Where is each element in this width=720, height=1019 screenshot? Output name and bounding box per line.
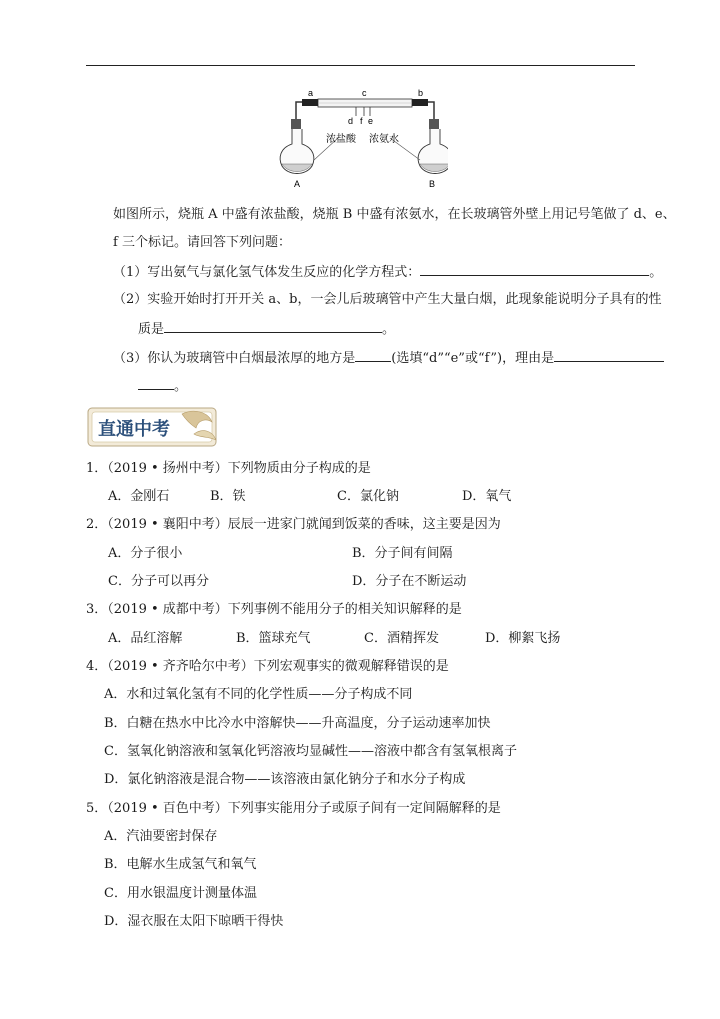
question-stem-3: 3．（2019 • 成都中考）下列事例不能用分子的相关知识解释的是: [86, 602, 462, 617]
question-stem-1: 1．（2019 • 扬州中考）下列物质由分子构成的是: [86, 461, 371, 476]
option-4d[interactable]: D．氯化钠溶液是混合物——该溶液由氯化钠分子和水分子构成: [104, 772, 466, 787]
option-5a[interactable]: A．汽油要密封保存: [104, 829, 218, 844]
question-3-line-2: [138, 376, 187, 396]
option-3c[interactable]: C．酒精挥发: [364, 631, 439, 646]
section-badge: [86, 404, 226, 450]
option-2a[interactable]: A．分子很小: [108, 546, 183, 561]
answer-blank[interactable]: [164, 319, 382, 333]
option-3d[interactable]: D．柳絮飞扬: [485, 631, 561, 646]
question-3-part1: （3）你认为玻璃管中白烟最浓厚的地方是: [113, 351, 356, 366]
question-2-text: 质是: [138, 322, 165, 337]
question-3-line-1: [113, 348, 664, 368]
option-5d[interactable]: D．湿衣服在太阳下晾晒干得快: [104, 914, 284, 929]
answer-blank[interactable]: [554, 348, 664, 362]
label-d: d: [348, 116, 354, 126]
question-1-text: （1）写出氨气与氯化氢气体发生反应的化学方程式：: [113, 265, 421, 280]
flask-a-label: A: [294, 179, 301, 189]
badge-frame: [86, 404, 226, 450]
intro-line-1: 如图所示，烧瓶 A 中盛有浓盐酸，烧瓶 B 中盛有浓氨水，在长玻璃管外壁上用记号笔做了 d、e、: [113, 207, 676, 222]
question-stem-4: 4．（2019 • 齐齐哈尔中考）下列宏观事实的微观解释错误的是: [86, 659, 449, 674]
option-3a[interactable]: A．品红溶解: [108, 631, 183, 646]
option-5b[interactable]: B．电解水生成氢气和氧气: [104, 857, 257, 872]
option-4a[interactable]: A．水和过氧化氢有不同的化学性质——分子构成不同: [104, 687, 413, 702]
option-2d[interactable]: D．分子在不断运动: [352, 574, 467, 589]
option-1d[interactable]: D．氧气: [462, 489, 512, 504]
ammonia-label: 浓氨水: [369, 134, 399, 145]
answer-blank[interactable]: [420, 262, 649, 276]
option-3b[interactable]: B．篮球充气: [236, 631, 311, 646]
answer-blank[interactable]: [355, 348, 391, 362]
question-1: [113, 262, 662, 282]
label-e: e: [368, 116, 374, 126]
option-4c[interactable]: C．氢氧化钠溶液和氢氧化钙溶液均显碱性——溶液中都含有氢氧根离子: [104, 744, 517, 759]
answer-blank[interactable]: [138, 376, 174, 390]
option-1c[interactable]: C．氯化钠: [337, 489, 399, 504]
option-4b[interactable]: B．白糖在热水中比冷水中溶解快——升高温度，分子运动速率加快: [104, 716, 491, 731]
question-3-part2: (选填“d”“e”或“f”)，理由是: [391, 351, 555, 366]
option-1a[interactable]: A．金刚石: [108, 489, 170, 504]
badge-text: 直通中考: [98, 419, 170, 440]
label-a: a: [308, 88, 314, 98]
question-stem-5: 5．（2019 • 百色中考）下列事实能用分子或原子间有一定间隔解释的是: [86, 801, 501, 816]
question-2-line-1: （2）实验开始时打开开关 a、b，一会儿后玻璃管中产生大量白烟，此现象能说明分子具有的性: [113, 292, 662, 307]
label-f: f: [360, 116, 363, 126]
option-2c[interactable]: C．分子可以再分: [108, 574, 209, 589]
intro-line-2: f 三个标记。请回答下列问题：: [113, 235, 291, 250]
question-1-end: 。: [649, 265, 663, 280]
question-2-end: 。: [382, 322, 396, 337]
flask-b-label: B: [429, 179, 436, 189]
question-3-end: 。: [174, 379, 188, 394]
label-b: b: [418, 88, 424, 98]
option-1b[interactable]: B．铁: [210, 489, 246, 504]
header-rule: [86, 65, 635, 66]
option-2b[interactable]: B．分子间有间隔: [352, 546, 453, 561]
apparatus-diagram: [278, 86, 448, 192]
label-c: c: [362, 88, 367, 98]
option-5c[interactable]: C．用水银温度计测量体温: [104, 886, 257, 901]
question-2-line-2: [138, 319, 395, 339]
acid-label: 浓盐酸: [326, 134, 356, 145]
question-stem-2: 2．（2019 • 襄阳中考）辰辰一进家门就闻到饭菜的香味，这主要是因为: [86, 517, 501, 532]
